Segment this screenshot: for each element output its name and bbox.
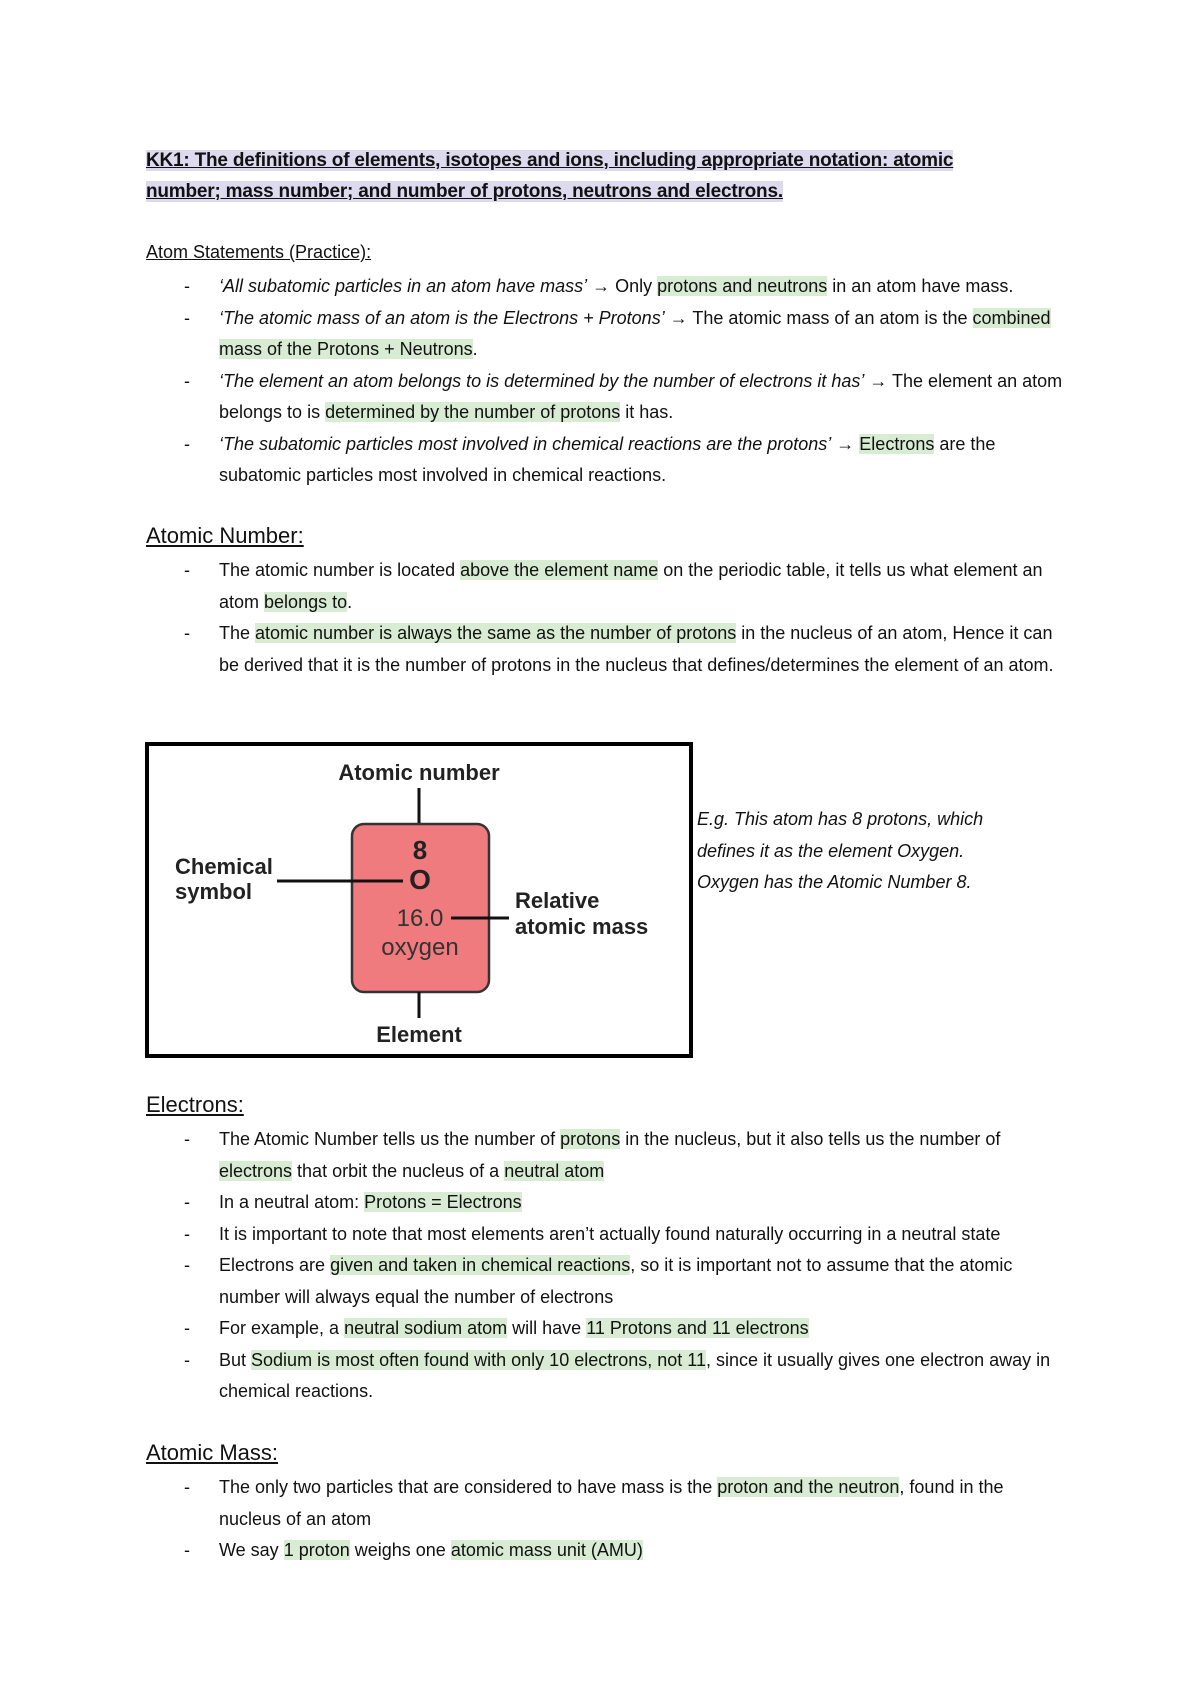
chemical-label: Chemical: [175, 854, 273, 879]
tile-name: oxygen: [381, 934, 459, 961]
electrons-list: [146, 1124, 1066, 1408]
list-item: - ‘The element an atom belongs to is determined by the number of electrons it has’ → The element an atom belongs to is determined by the number of protons it has.: [146, 366, 1066, 429]
symbol-label: symbol: [175, 879, 253, 904]
tile-atomic-number: 8: [412, 835, 428, 865]
list-item: - But Sodium is most often found with only 10 electrons, not 11, since it usually gives one electron away in chemical reactions.: [146, 1345, 1066, 1408]
list-item: - For example, a neutral sodium atom will have 11 Protons and 11 electrons: [146, 1313, 1066, 1345]
list-item: - In a neutral atom: Protons = Electrons: [146, 1187, 1066, 1219]
relative-label: Relative: [515, 888, 600, 913]
list-item: - We say 1 proton weighs one atomic mass unit (AMU): [146, 1535, 1066, 1567]
atomic-number-heading: Atomic Number:: [146, 523, 304, 548]
page-title: [146, 145, 1026, 207]
list-item: - ‘The subatomic particles most involved in chemical reactions are the protons’ → Electrons are the subatomic particles most involved in chemical reactions.: [146, 429, 1066, 492]
list-item: - ‘The atomic mass of an atom is the Electrons + Protons’ → The atomic mass of an atom is the combined mass of the Protons + Neutrons.: [146, 303, 1066, 366]
atomic-number-list: [146, 555, 1066, 681]
periodic-tile-figure: [145, 742, 693, 1058]
atomic-mass-label: atomic mass: [515, 914, 649, 939]
list-item: - The only two particles that are considered to have mass is the proton and the neutron, found in the nucleus of an atom: [146, 1472, 1066, 1535]
title-line-1: KK1: The definitions of elements, isotopes and ions, including appropriate notation: atomic: [146, 150, 954, 171]
element-label: Element: [376, 1022, 462, 1047]
list-item: - It is important to note that most elements aren’t actually found naturally occurring in a neutral state: [146, 1219, 1066, 1251]
element-tile-diagram: [149, 746, 689, 1054]
figure-caption: E.g. This atom has 8 protons, which defines it as the element Oxygen. Oxygen has the Atomic Number 8.: [697, 809, 984, 892]
list-item: - Electrons are given and taken in chemical reactions, so it is important not to assume that the atomic number will always equal the number of electrons: [146, 1250, 1066, 1313]
list-item: - ‘All subatomic particles in an atom have mass’ → Only protons and neutrons in an atom have mass.: [146, 271, 1066, 303]
atomic-mass-list: [146, 1472, 1066, 1567]
title-line-2: number; mass number; and number of protons, neutrons and electrons.: [146, 181, 783, 202]
list-item: - The atomic number is always the same as the number of protons in the nucleus of an atom, Hence it can be derived that it is the number of protons in the nucleus that defines/determines the element of an atom.: [146, 618, 1066, 681]
atom-statements-heading: Atom Statements (Practice):: [146, 242, 372, 262]
tile-mass: 16.0: [396, 905, 444, 932]
electrons-heading: Electrons:: [146, 1092, 244, 1117]
list-item: - The Atomic Number tells us the number of protons in the nucleus, but it also tells us the number of electrons that orbit the nucleus of a neutral atom: [146, 1124, 1066, 1187]
atomic-number-label: Atomic number: [338, 760, 500, 785]
atom-statements-list: [146, 271, 1066, 492]
atomic-mass-heading: Atomic Mass:: [146, 1440, 279, 1465]
list-item: - The atomic number is located above the element name on the periodic table, it tells us what element an atom belongs to.: [146, 555, 1066, 618]
tile-symbol: O: [409, 864, 431, 895]
